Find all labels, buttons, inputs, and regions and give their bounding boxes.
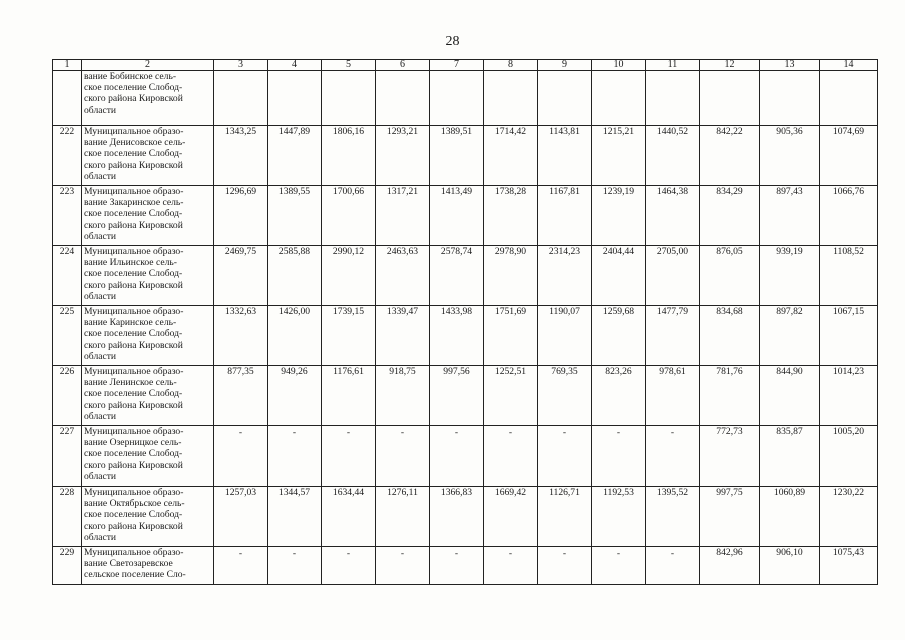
value-cell: 1074,69 [820,126,878,186]
name-line: Муниципальное образо- [84,426,184,437]
column-header: 3 [214,60,268,71]
name-line: области [84,470,117,482]
value-cell: 823,26 [592,366,646,426]
name-line: ское поселение Слобод- [84,208,183,220]
column-header: 4 [268,60,322,71]
name-line: Муниципальное образо- [84,547,184,558]
value-cell: 1230,22 [820,487,878,547]
municipality-name [82,246,214,306]
column-header: 2 [82,60,214,71]
name-line: области [84,104,117,116]
value-cell: 2404,44 [592,246,646,306]
name-line: сельское поселение Сло- [84,569,186,581]
value-cell: 1751,69 [484,306,538,366]
name-line: Муниципальное образо- [84,306,184,317]
value-cell: 2314,23 [538,246,592,306]
value-cell: 1464,38 [646,186,700,246]
value-cell: 1389,55 [268,186,322,246]
value-cell: 1108,52 [820,246,878,306]
value-cell: 772,73 [700,426,760,487]
value-cell: - [376,547,430,585]
value-cell: 877,35 [214,366,268,426]
value-cell [376,71,430,126]
table-row [53,186,878,246]
value-cell [484,71,538,126]
table-row [53,306,878,366]
value-cell: 1700,66 [322,186,376,246]
value-cell: - [592,426,646,487]
value-cell: - [376,426,430,487]
value-cell: 1167,81 [538,186,592,246]
table-row [53,71,878,126]
value-cell: 842,96 [700,547,760,585]
value-cell: 2990,12 [322,246,376,306]
value-cell: 1389,51 [430,126,484,186]
value-cell [592,71,646,126]
municipality-name [82,71,214,126]
value-cell: - [646,547,700,585]
value-cell: 1447,89 [268,126,322,186]
value-cell: 1293,21 [376,126,430,186]
name-line: вание Озерницкое сель- [84,437,182,449]
value-cell: 1215,21 [592,126,646,186]
value-cell: 2469,75 [214,246,268,306]
value-cell: 1259,68 [592,306,646,366]
value-cell: 2978,90 [484,246,538,306]
value-cell: 781,76 [700,366,760,426]
value-cell: - [268,547,322,585]
value-cell: 978,61 [646,366,700,426]
value-cell: 897,82 [760,306,820,366]
value-cell: 1738,28 [484,186,538,246]
column-header: 12 [700,60,760,71]
value-cell: 1806,16 [322,126,376,186]
value-cell: 1005,20 [820,426,878,487]
name-line: вание Ильинское сель- [84,257,177,269]
column-header: 13 [760,60,820,71]
value-cell: 1440,52 [646,126,700,186]
value-cell: 1192,53 [592,487,646,547]
page-number: 28 [445,34,460,49]
value-cell: 1176,61 [322,366,376,426]
value-cell: 1067,15 [820,306,878,366]
value-cell: - [268,426,322,487]
table-row [53,547,878,585]
municipality-name [82,547,214,585]
value-cell: 1014,23 [820,366,878,426]
name-line: вание Октябрьское сель- [84,498,185,510]
name-line: Муниципальное образо- [84,487,184,498]
name-line: ское поселение Слобод- [84,448,183,460]
value-cell: 1126,71 [538,487,592,547]
value-cell: - [430,426,484,487]
name-line: ского района Кировской [84,459,183,471]
name-line: вание Ленинское сель- [84,377,177,389]
value-cell [646,71,700,126]
value-cell: 1252,51 [484,366,538,426]
value-cell: 1477,79 [646,306,700,366]
value-cell: 1413,49 [430,186,484,246]
value-cell: - [592,547,646,585]
value-cell: - [214,547,268,585]
name-line: вание Каринское сель- [84,317,177,329]
name-line: ское поселение Слобод- [84,148,183,160]
name-line: ского района Кировской [84,159,183,171]
column-header: 11 [646,60,700,71]
name-line: ского района Кировской [84,520,183,532]
value-cell: 1339,47 [376,306,430,366]
table-row [53,426,878,487]
value-cell: - [538,426,592,487]
row-number: 224 [53,246,82,306]
row-number: 229 [53,547,82,585]
column-header: 14 [820,60,878,71]
value-cell: 1143,81 [538,126,592,186]
name-line: ского района Кировской [84,279,183,291]
value-cell: 2463,63 [376,246,430,306]
value-cell: 1257,03 [214,487,268,547]
municipality-name [82,426,214,487]
name-line: ское поселение Слобод- [84,328,183,340]
table-row [53,366,878,426]
value-cell: 834,29 [700,186,760,246]
value-cell: 1343,25 [214,126,268,186]
value-cell: 1332,63 [214,306,268,366]
name-line: вание Бобинское сель- [84,71,177,82]
value-cell: 876,05 [700,246,760,306]
value-cell [820,71,878,126]
column-header: 10 [592,60,646,71]
value-cell: 1066,76 [820,186,878,246]
value-cell: 897,43 [760,186,820,246]
column-header: 9 [538,60,592,71]
name-line: ского района Кировской [84,339,183,351]
value-cell: 2578,74 [430,246,484,306]
name-line: ское поселение Слобод- [84,388,183,400]
name-line: ского района Кировской [84,93,183,105]
value-cell [430,71,484,126]
name-line: области [84,170,117,182]
name-line: Муниципальное образо- [84,246,184,257]
name-line: ского района Кировской [84,219,183,231]
table-row [53,246,878,306]
value-cell: 905,36 [760,126,820,186]
header-row [53,60,878,71]
value-cell: 1317,21 [376,186,430,246]
value-cell: 1296,69 [214,186,268,246]
value-cell [538,71,592,126]
value-cell: 949,26 [268,366,322,426]
value-cell: - [214,426,268,487]
value-cell: 906,10 [760,547,820,585]
value-cell: 1075,43 [820,547,878,585]
value-cell: 1276,11 [376,487,430,547]
value-cell: - [484,426,538,487]
value-cell [268,71,322,126]
row-number: 225 [53,306,82,366]
value-cell [322,71,376,126]
column-header: 1 [53,60,82,71]
value-cell: 1366,83 [430,487,484,547]
table-row [53,487,878,547]
column-header: 6 [376,60,430,71]
municipality-name [82,306,214,366]
value-cell: 1239,19 [592,186,646,246]
value-cell [700,71,760,126]
value-cell: 997,75 [700,487,760,547]
value-cell: 939,19 [760,246,820,306]
name-line: области [84,410,117,422]
name-line: области [84,290,117,302]
column-header: 7 [430,60,484,71]
name-line: области [84,350,117,362]
value-cell: 1669,42 [484,487,538,547]
name-line: вание Денисовское сель- [84,137,186,149]
municipality-name [82,186,214,246]
value-cell: - [322,426,376,487]
name-line: вание Закаринское сель- [84,197,184,209]
value-cell: - [538,547,592,585]
row-number [53,71,82,126]
value-cell: 918,75 [376,366,430,426]
value-cell: 1060,89 [760,487,820,547]
value-cell: 1395,52 [646,487,700,547]
value-cell: 1426,00 [268,306,322,366]
value-cell [760,71,820,126]
column-header: 8 [484,60,538,71]
row-number: 227 [53,426,82,487]
municipality-name [82,366,214,426]
value-cell: 997,56 [430,366,484,426]
row-number: 223 [53,186,82,246]
name-line: ское поселение Слобод- [84,268,183,280]
column-header: 5 [322,60,376,71]
value-cell: 844,90 [760,366,820,426]
value-cell: 835,87 [760,426,820,487]
value-cell: 2585,88 [268,246,322,306]
value-cell: 2705,00 [646,246,700,306]
name-line: Муниципальное образо- [84,366,184,377]
value-cell: 1739,15 [322,306,376,366]
value-cell: - [430,547,484,585]
value-cell: 1344,57 [268,487,322,547]
name-line: ское поселение Слобод- [84,509,183,521]
name-line: области [84,531,117,543]
value-cell: 1433,98 [430,306,484,366]
value-cell: 1190,07 [538,306,592,366]
value-cell: 842,22 [700,126,760,186]
municipality-name [82,126,214,186]
value-cell: 769,35 [538,366,592,426]
name-line: ское поселение Слобод- [84,82,183,94]
name-line: Муниципальное образо- [84,186,184,197]
value-cell: - [646,426,700,487]
name-line: области [84,230,117,242]
value-cell: - [484,547,538,585]
data-table [52,59,878,585]
table-row [53,126,878,186]
value-cell: 1714,42 [484,126,538,186]
value-cell: 1634,44 [322,487,376,547]
name-line: Муниципальное образо- [84,126,184,137]
row-number: 222 [53,126,82,186]
table-body [53,71,878,585]
row-number: 228 [53,487,82,547]
municipality-name [82,487,214,547]
name-line: ского района Кировской [84,399,183,411]
value-cell: - [322,547,376,585]
row-number: 226 [53,366,82,426]
name-line: вание Светозаревское [84,558,173,570]
value-cell: 834,68 [700,306,760,366]
value-cell [214,71,268,126]
